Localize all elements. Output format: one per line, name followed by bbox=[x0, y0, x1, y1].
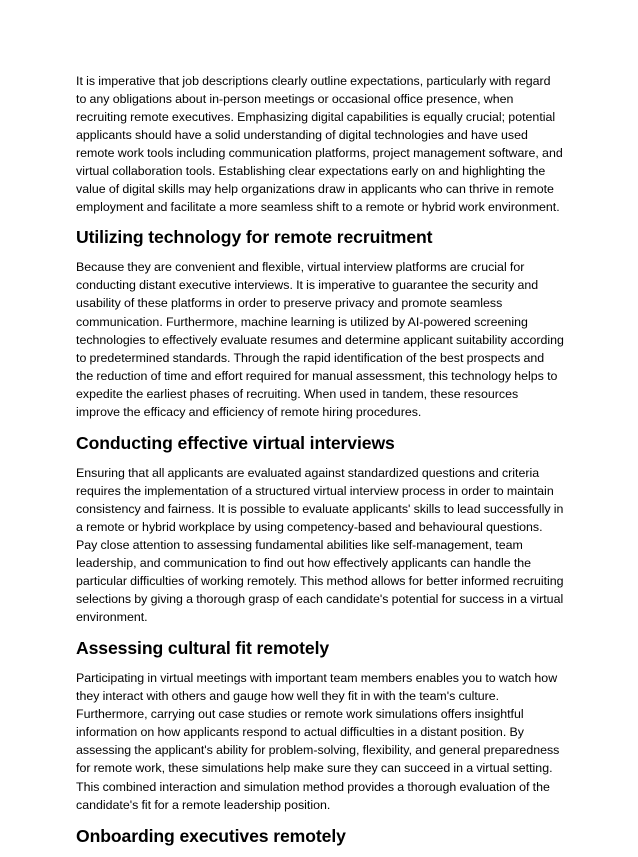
section-heading-virtual-interviews: Conducting effective virtual interviews bbox=[76, 432, 395, 453]
section-body-virtual-interviews: Ensuring that all applicants are evaluated against standardized questions and criteria requires the implementation of a structured virtual interview process in order to maintain consistency and fairness. It is possible to evaluate applicants' skills to lead successfully in a remote or hybrid workplace by using competency-based and behavioural questions. Pay close attention to assessing fundamental abilities like self-management, team leadership, and communication to find out how effectively applicants can handle the particular difficulties of working remotely. This method allows for better informed recruiting selections by giving a thorough grasp of each candidate's potential for success in a virtual environment. bbox=[76, 465, 564, 625]
section-heading-onboarding: Onboarding executives remotely bbox=[76, 825, 346, 846]
section-body-technology: Because they are convenient and flexible, virtual interview platforms are crucial for conducting distant executive interviews. It is imperative to guarantee the security and usability of these platforms in order to preserve privacy and promote seamless communication. Furthermore, machine learning is utilized by AI-powered screening technologies to effectively evaluate resumes and determine applicant suitability according to predetermined standards. Through the rapid identification of the best prospects and the reduction of time and effort required for manual assessment, this technology helps to expedite the earliest phases of recruiting. When used in tandem, these resources improve the efficacy and efficiency of remote hiring procedures. bbox=[76, 260, 564, 419]
section-heading-cultural-fit: Assessing cultural fit remotely bbox=[76, 638, 330, 659]
section-heading-technology: Utilizing technology for remote recruitment bbox=[76, 227, 433, 248]
document-page bbox=[76, 72, 564, 857]
section-body-cultural-fit: Participating in virtual meetings with important team members enables you to watch how they interact with others and gauge how well they fit in with the team's culture. Furthermore, carrying out case studies or remote work simulations offers insightful information on how applicants respond to actual difficulties in a distant position. By assessing the applicant's ability for problem-solving, flexibility, and general preparedness for remote work, these simulations help make sure they can succeed in a virtual setting. This combined interaction and simulation method provides a thorough evaluation of the candidate's fit for a remote leadership position. bbox=[76, 671, 560, 812]
intro-paragraph: It is imperative that job descriptions clearly outline expectations, particularly with regard to any obligations about in-person meetings or occasional office presence, when recruiting remote executives. Emphasizing digital capabilities is equally crucial; potential applicants should have a solid understanding of digital technologies and have used remote work tools including communication platforms, project management software, and virtual collaboration tools. Establishing clear expectations early on and highlighting the value of digital skills may help organizations draw in applicants who can thrive in remote employment and facilitate a more seamless shift to a remote or hybrid work environment. bbox=[76, 74, 563, 215]
